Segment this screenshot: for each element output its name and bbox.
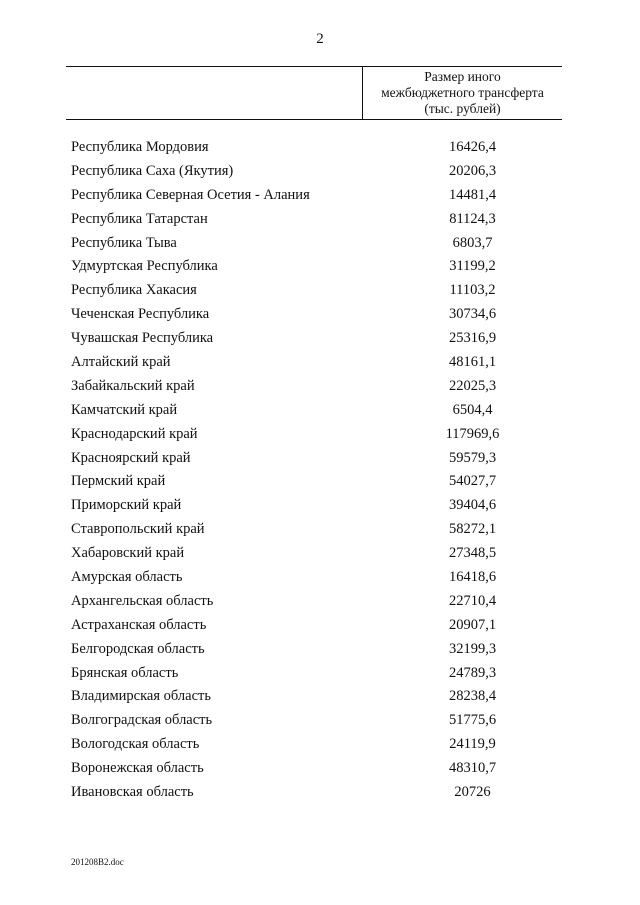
region-name: Ивановская область <box>71 784 194 801</box>
transfer-amount: 54027,7 <box>448 473 497 490</box>
transfer-amount: 6504,4 <box>452 401 493 418</box>
table-row <box>0 423 640 447</box>
transfer-amount: 32199,3 <box>448 640 497 657</box>
transfer-amount: 27348,5 <box>448 545 497 562</box>
table-row <box>0 375 640 399</box>
table-row <box>0 184 640 208</box>
transfer-amount: 24119,9 <box>449 736 496 753</box>
page-number: 2 <box>316 31 324 47</box>
transfer-amount: 28238,4 <box>448 688 497 705</box>
region-name: Алтайский край <box>71 354 171 371</box>
transfer-amount: 30734,6 <box>448 306 497 323</box>
region-name: Республика Северная Осетия - Алания <box>71 186 310 203</box>
transfer-amount: 6803,7 <box>452 234 493 251</box>
region-name: Архангельская область <box>71 592 214 609</box>
transfer-amount: 48161,1 <box>448 354 497 371</box>
transfer-amount: 11103,2 <box>449 282 496 299</box>
region-name: Камчатский край <box>71 401 178 418</box>
transfer-amount: 51775,6 <box>448 712 497 729</box>
transfer-amount: 39404,6 <box>448 497 497 514</box>
region-name: Белгородская область <box>71 640 205 657</box>
region-name: Вологодская область <box>71 736 200 753</box>
transfer-amount: 14481,4 <box>448 186 497 203</box>
region-table-body <box>0 136 640 805</box>
transfer-amount: 48310,7 <box>448 760 497 777</box>
transfer-amount: 16426,4 <box>448 139 497 155</box>
region-name: Амурская область <box>71 569 183 586</box>
table-row <box>0 351 640 375</box>
table-row <box>0 614 640 638</box>
table-row <box>0 662 640 686</box>
table-row <box>0 399 640 423</box>
transfer-amount: 22025,3 <box>448 377 497 394</box>
header-line-2: межбюджетного трансферта <box>381 85 544 100</box>
region-name: Удмуртская Республика <box>71 258 218 275</box>
table-row <box>0 709 640 733</box>
region-name: Пермский край <box>71 473 166 490</box>
region-name: Республика Саха (Якутия) <box>71 162 234 179</box>
region-name: Приморский край <box>71 497 182 514</box>
transfer-amount: 22710,4 <box>448 592 497 609</box>
table-row <box>0 136 640 160</box>
table-row <box>0 685 640 709</box>
table-row <box>0 733 640 757</box>
header-line-1: Размер иного <box>424 69 501 84</box>
region-name: Чувашская Республика <box>71 330 214 347</box>
region-name: Республика Татарстан <box>71 210 208 227</box>
document-reference: 201208B2.doc <box>71 857 124 867</box>
table-row <box>0 279 640 303</box>
table-row <box>0 303 640 327</box>
table-row <box>0 638 640 662</box>
region-name: Чеченская Республика <box>71 306 210 323</box>
transfer-amount: 31199,2 <box>449 258 496 275</box>
transfer-amount: 20907,1 <box>448 616 497 633</box>
region-name: Воронежская область <box>71 760 204 777</box>
table-row <box>0 255 640 279</box>
table-row <box>0 327 640 351</box>
transfer-amount: 16418,6 <box>448 569 497 586</box>
transfer-amount: 59579,3 <box>448 449 497 466</box>
region-name: Красноярский край <box>71 449 191 466</box>
region-name: Республика Мордовия <box>71 139 209 155</box>
region-name: Ставропольский край <box>71 521 205 538</box>
transfer-amount: 25316,9 <box>448 330 497 347</box>
region-name: Брянская область <box>71 664 179 681</box>
table-row <box>0 781 640 805</box>
transfer-amount: 81124,3 <box>449 210 496 227</box>
table-row <box>0 160 640 184</box>
table-row <box>0 494 640 518</box>
transfer-amount: 24789,3 <box>448 664 497 681</box>
table-row <box>0 232 640 256</box>
region-name: Хабаровский край <box>71 545 185 562</box>
table-row <box>0 447 640 471</box>
amount-column-header <box>363 69 562 117</box>
table-header <box>66 66 562 120</box>
region-name: Забайкальский край <box>71 377 195 394</box>
table-row <box>0 208 640 232</box>
table-row <box>0 542 640 566</box>
table-row <box>0 566 640 590</box>
header-line-3: (тыс. рублей) <box>424 101 501 116</box>
region-name: Краснодарский край <box>71 425 198 442</box>
transfer-amount: 20726 <box>454 784 491 801</box>
transfer-amount: 20206,3 <box>448 162 497 179</box>
region-name: Астраханская область <box>71 616 207 633</box>
region-name: Владимирская область <box>71 688 211 705</box>
transfer-amount: 58272,1 <box>448 521 497 538</box>
table-row <box>0 757 640 781</box>
region-name: Республика Тыва <box>71 234 177 251</box>
table-row <box>0 590 640 614</box>
table-row <box>0 518 640 542</box>
region-name: Волгоградская область <box>71 712 213 729</box>
transfer-amount: 117969,6 <box>445 425 500 442</box>
table-row <box>0 470 640 494</box>
region-name: Республика Хакасия <box>71 282 197 299</box>
